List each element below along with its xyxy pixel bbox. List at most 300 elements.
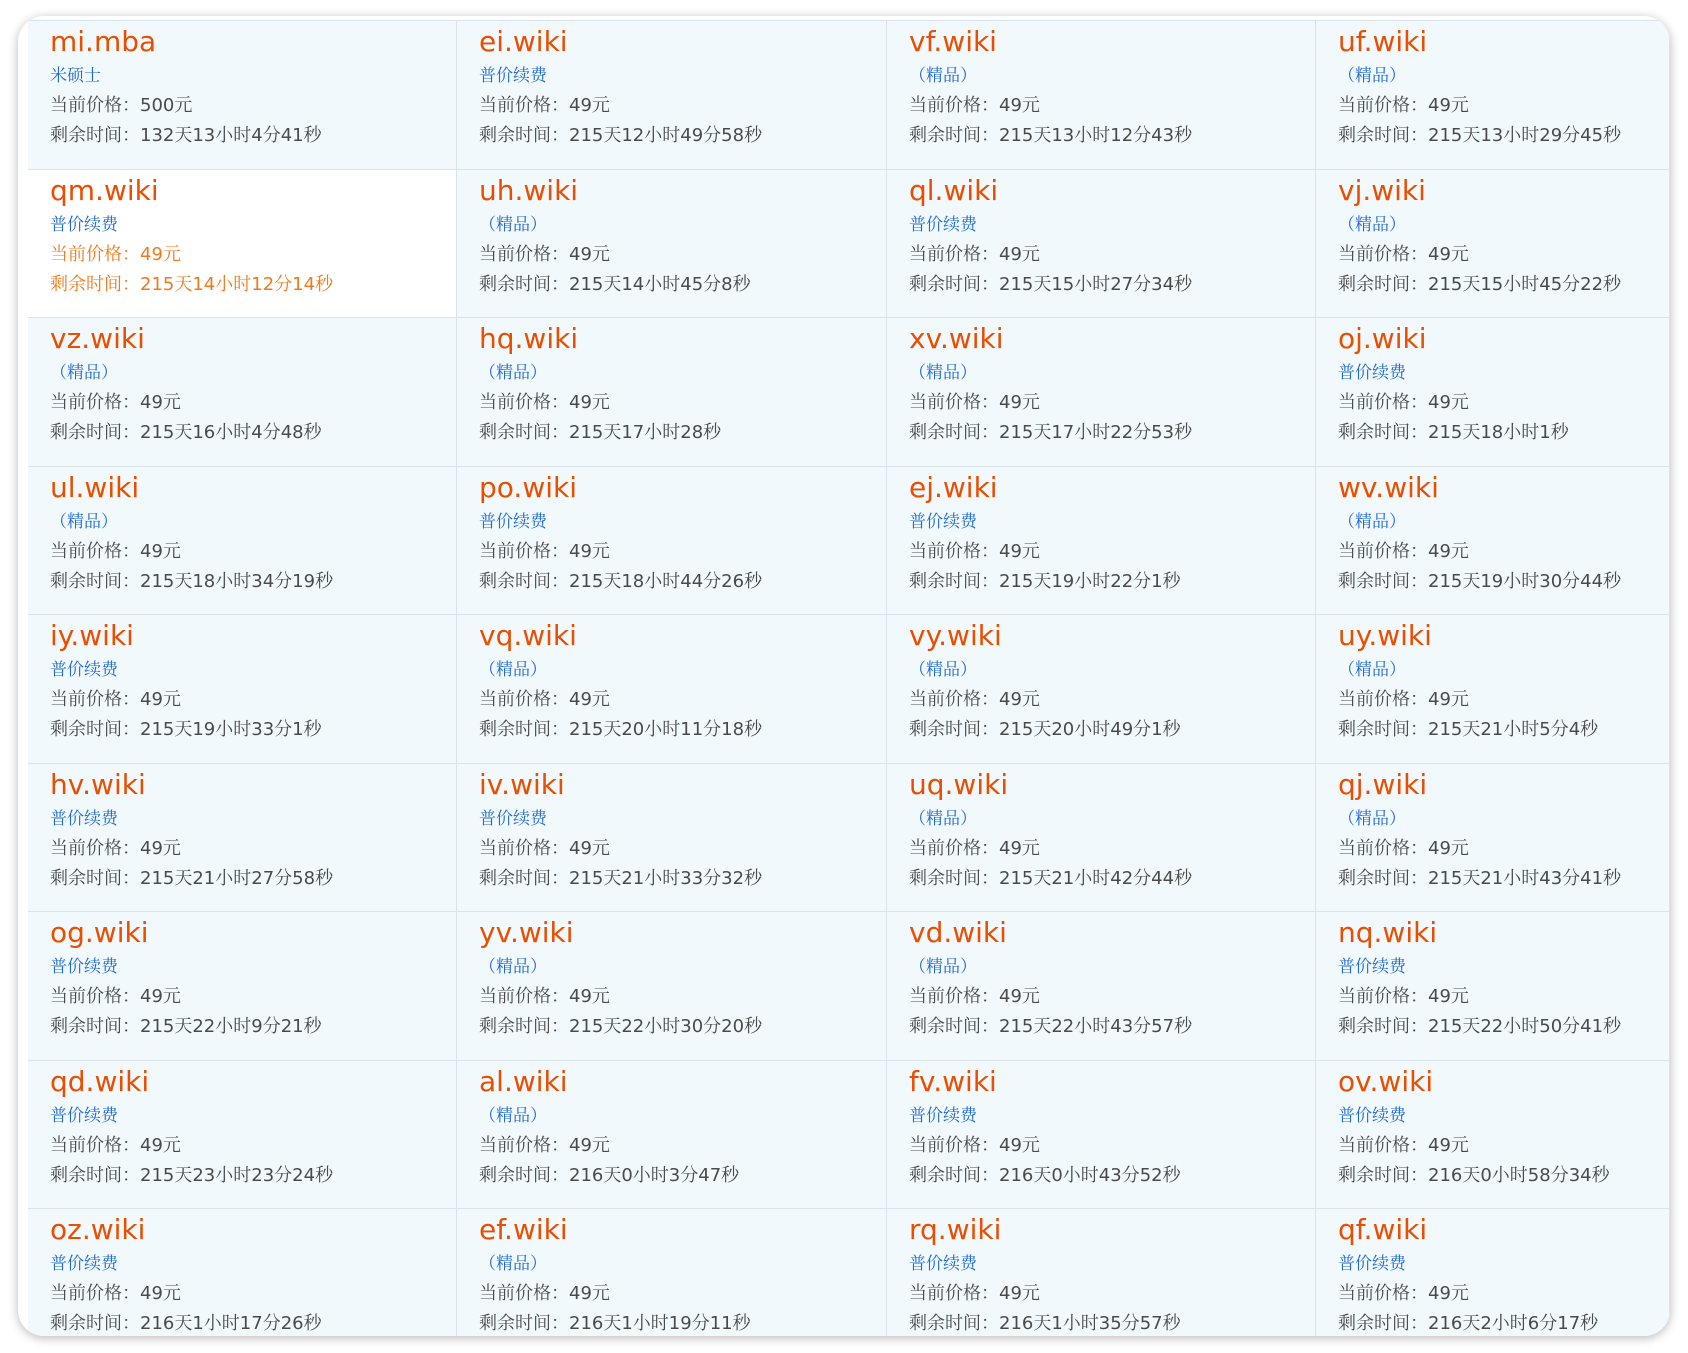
remaining-time xyxy=(909,715,1315,745)
current-price xyxy=(50,685,456,715)
current-price xyxy=(50,834,456,864)
price-value: 49元 xyxy=(569,392,610,413)
domain-name-link[interactable]: nq.wiki xyxy=(1338,916,1438,949)
domain-name-link[interactable]: oj.wiki xyxy=(1338,322,1427,355)
listing-tag: （精品） xyxy=(1338,214,1406,235)
price-label: 当前价格： xyxy=(50,986,140,1007)
time-value: 215天22小时50分41秒 xyxy=(1428,1016,1622,1037)
domain-name-link[interactable]: iv.wiki xyxy=(479,767,565,801)
remaining-time xyxy=(1338,270,1669,300)
time-value: 215天15小时27分34秒 xyxy=(999,273,1193,295)
domain-listing-card[interactable] xyxy=(28,764,457,913)
time-label: 剩余时间： xyxy=(1338,570,1428,592)
listing-tag: （精品） xyxy=(479,1105,547,1126)
listing-tag: （精品） xyxy=(1338,660,1406,680)
domain-listing-card[interactable] xyxy=(887,318,1316,467)
remaining-time xyxy=(50,270,456,300)
price-label: 当前价格： xyxy=(50,1283,140,1304)
time-value: 215天17小时22分53秒 xyxy=(999,422,1193,443)
remaining-time xyxy=(909,418,1315,448)
price-value: 49元 xyxy=(140,392,181,413)
domain-listing-card[interactable] xyxy=(887,764,1316,913)
time-label: 剩余时间： xyxy=(909,719,999,740)
price-label: 当前价格： xyxy=(909,95,999,116)
domain-listing-card[interactable] xyxy=(887,615,1316,764)
domain-name-link[interactable]: uf.wiki xyxy=(1338,25,1428,58)
time-value: 215天21小时33分32秒 xyxy=(569,867,763,889)
time-label: 剩余时间： xyxy=(909,570,999,592)
price-value: 49元 xyxy=(140,1134,181,1156)
time-value: 216天1小时17分26秒 xyxy=(140,1313,322,1334)
time-label: 剩余时间： xyxy=(909,125,999,146)
domain-name-link[interactable]: qm.wiki xyxy=(50,173,159,207)
time-value: 215天21小时5分4秒 xyxy=(1428,719,1599,740)
time-value: 215天18小时44分26秒 xyxy=(569,570,763,592)
current-price xyxy=(479,240,886,270)
price-value: 49元 xyxy=(999,986,1040,1007)
price-label: 当前价格： xyxy=(50,392,140,413)
time-value: 215天19小时22分1秒 xyxy=(999,570,1181,592)
time-label: 剩余时间： xyxy=(50,570,140,592)
listing-tag: 普价续费 xyxy=(50,808,118,829)
time-label: 剩余时间： xyxy=(479,719,569,740)
domain-name-link[interactable]: iy.wiki xyxy=(50,619,134,652)
price-value: 49元 xyxy=(569,986,610,1007)
remaining-time xyxy=(1338,715,1669,745)
remaining-time xyxy=(479,1161,886,1191)
time-label: 剩余时间： xyxy=(50,719,140,740)
domain-name-link[interactable]: rq.wiki xyxy=(909,1213,1002,1246)
time-label: 剩余时间： xyxy=(479,1164,569,1186)
remaining-time xyxy=(479,121,886,151)
domain-name-link[interactable]: oz.wiki xyxy=(50,1213,146,1246)
time-label: 剩余时间： xyxy=(479,422,569,443)
listing-tag: 米硕士 xyxy=(50,66,101,86)
price-label: 当前价格： xyxy=(909,986,999,1007)
domain-listing-card[interactable] xyxy=(1316,764,1670,913)
time-value: 215天13小时29分45秒 xyxy=(1428,125,1622,146)
current-price xyxy=(1338,982,1669,1012)
domain-listing-card[interactable] xyxy=(28,21,457,170)
price-value: 49元 xyxy=(140,986,181,1007)
price-label: 当前价格： xyxy=(1338,1134,1428,1156)
time-label: 剩余时间： xyxy=(1338,1313,1428,1334)
domain-name-link[interactable]: vj.wiki xyxy=(1338,173,1426,207)
remaining-time xyxy=(479,270,886,300)
current-price xyxy=(50,1279,456,1309)
domain-listing-card[interactable] xyxy=(887,1061,1316,1210)
domain-listing-card[interactable] xyxy=(887,170,1316,319)
listing-tag: （精品） xyxy=(479,660,547,680)
time-label: 剩余时间： xyxy=(479,867,569,889)
price-label: 当前价格： xyxy=(50,95,140,116)
time-value: 215天19小时33分1秒 xyxy=(140,719,322,740)
remaining-time xyxy=(1338,1012,1669,1042)
current-price xyxy=(50,240,456,270)
domain-name-link[interactable]: vz.wiki xyxy=(50,322,145,355)
price-value: 49元 xyxy=(999,392,1040,413)
price-label: 当前价格： xyxy=(909,837,999,859)
current-price xyxy=(1338,834,1669,864)
remaining-time xyxy=(909,270,1315,300)
domain-name-link[interactable]: yv.wiki xyxy=(479,916,574,949)
time-value: 215天14小时12分14秒 xyxy=(140,273,334,295)
domain-listing-card[interactable] xyxy=(887,21,1316,170)
time-label: 剩余时间： xyxy=(479,125,569,146)
domain-name-link[interactable]: ei.wiki xyxy=(479,25,568,58)
price-label: 当前价格： xyxy=(50,243,140,265)
domain-name-link[interactable]: uq.wiki xyxy=(909,767,1009,801)
price-label: 当前价格： xyxy=(909,540,999,562)
domain-listing-card[interactable] xyxy=(28,912,457,1061)
price-label: 当前价格： xyxy=(479,95,569,116)
domain-listing-card[interactable] xyxy=(1316,912,1670,1061)
current-price xyxy=(479,388,886,418)
price-label: 当前价格： xyxy=(479,1134,569,1156)
price-value: 49元 xyxy=(140,689,181,710)
time-value: 215天22小时9分21秒 xyxy=(140,1016,322,1037)
time-value: 215天21小时27分58秒 xyxy=(140,867,334,889)
price-value: 49元 xyxy=(999,95,1040,116)
price-label: 当前价格： xyxy=(50,689,140,710)
price-value: 49元 xyxy=(1428,689,1469,710)
domain-listing-card[interactable] xyxy=(887,1209,1316,1336)
price-value: 49元 xyxy=(140,243,181,265)
time-value: 215天16小时4分48秒 xyxy=(140,422,322,443)
time-label: 剩余时间： xyxy=(50,125,140,146)
remaining-time xyxy=(1338,418,1669,448)
price-value: 49元 xyxy=(1428,392,1469,413)
time-value: 215天21小时43分41秒 xyxy=(1428,867,1622,889)
time-value: 132天13小时4分41秒 xyxy=(140,125,322,146)
listing-tag: （精品） xyxy=(479,214,547,235)
price-value: 49元 xyxy=(569,837,610,859)
remaining-time xyxy=(50,715,456,745)
time-value: 215天20小时11分18秒 xyxy=(569,719,763,740)
remaining-time xyxy=(479,1012,886,1042)
price-label: 当前价格： xyxy=(479,1283,569,1304)
price-value: 49元 xyxy=(569,1134,610,1156)
remaining-time xyxy=(50,418,456,448)
listing-tag: 普价续费 xyxy=(50,957,118,977)
domain-listing-card[interactable] xyxy=(28,318,457,467)
remaining-time xyxy=(50,121,456,151)
domain-listing-card[interactable] xyxy=(457,912,887,1061)
current-price xyxy=(909,240,1315,270)
time-label: 剩余时间： xyxy=(479,1016,569,1037)
price-value: 49元 xyxy=(140,837,181,859)
price-value: 49元 xyxy=(999,689,1040,710)
price-value: 49元 xyxy=(999,243,1040,265)
domain-name-link[interactable]: og.wiki xyxy=(50,916,149,949)
time-value: 215天23小时23分24秒 xyxy=(140,1164,334,1186)
domain-name-link[interactable]: qd.wiki xyxy=(50,1064,150,1098)
domain-listing-card[interactable] xyxy=(1316,1061,1670,1210)
domain-name-link[interactable]: vy.wiki xyxy=(909,619,1002,652)
remaining-time xyxy=(479,418,886,448)
domain-name-link[interactable]: qj.wiki xyxy=(1338,767,1428,801)
time-label: 剩余时间： xyxy=(50,273,140,295)
time-value: 215天14小时45分8秒 xyxy=(569,273,751,295)
remaining-time xyxy=(909,567,1315,597)
current-price xyxy=(50,1131,456,1161)
current-price xyxy=(50,537,456,567)
domain-listing-card[interactable] xyxy=(28,467,457,616)
domain-listing-card[interactable] xyxy=(28,1061,457,1210)
remaining-time xyxy=(50,1309,456,1336)
price-label: 当前价格： xyxy=(50,1134,140,1156)
time-label: 剩余时间： xyxy=(50,1313,140,1334)
domain-name-link[interactable]: uh.wiki xyxy=(479,173,579,207)
price-label: 当前价格： xyxy=(479,837,569,859)
time-value: 215天12小时49分58秒 xyxy=(569,125,763,146)
time-value: 216天0小时58分34秒 xyxy=(1428,1164,1610,1186)
price-value: 49元 xyxy=(999,837,1040,859)
listing-tag: （精品） xyxy=(50,363,118,383)
price-label: 当前价格： xyxy=(909,1134,999,1156)
current-price xyxy=(1338,91,1669,121)
current-price xyxy=(909,91,1315,121)
current-price xyxy=(1338,685,1669,715)
time-label: 剩余时间： xyxy=(479,570,569,592)
domain-name-link[interactable]: ej.wiki xyxy=(909,470,998,504)
price-label: 当前价格： xyxy=(1338,689,1428,710)
domain-name-link[interactable]: hq.wiki xyxy=(479,322,579,355)
time-label: 剩余时间： xyxy=(1338,867,1428,889)
domain-name-link[interactable]: wv.wiki xyxy=(1338,470,1439,504)
current-price xyxy=(1338,240,1669,270)
listing-tag: （精品） xyxy=(1338,66,1406,86)
price-value: 49元 xyxy=(569,243,610,265)
current-price xyxy=(479,1279,886,1309)
domain-listing-card[interactable] xyxy=(457,467,887,616)
listing-tag: 普价续费 xyxy=(479,511,547,532)
price-label: 当前价格： xyxy=(1338,95,1428,116)
listing-tag: 普价续费 xyxy=(909,214,977,235)
listing-tag: 普价续费 xyxy=(909,511,977,532)
domain-name-link[interactable]: hv.wiki xyxy=(50,767,146,801)
listing-tag: （精品） xyxy=(909,957,977,977)
time-value: 215天20小时49分1秒 xyxy=(999,719,1181,740)
listing-tag: 普价续费 xyxy=(50,660,118,680)
remaining-time xyxy=(909,1309,1315,1336)
listing-tag: 普价续费 xyxy=(909,1105,977,1126)
listing-tag: 普价续费 xyxy=(1338,363,1406,383)
price-label: 当前价格： xyxy=(1338,986,1428,1007)
price-label: 当前价格： xyxy=(1338,837,1428,859)
time-label: 剩余时间： xyxy=(1338,1164,1428,1186)
domain-listing-card[interactable] xyxy=(457,1209,887,1336)
remaining-time xyxy=(50,567,456,597)
price-label: 当前价格： xyxy=(50,837,140,859)
time-value: 216天0小时43分52秒 xyxy=(999,1164,1181,1186)
listing-tag: 普价续费 xyxy=(1338,1254,1406,1274)
listing-tag: （精品） xyxy=(1338,511,1406,532)
price-label: 当前价格： xyxy=(909,392,999,413)
listing-tag: （精品） xyxy=(479,363,547,383)
domain-name-link[interactable]: xv.wiki xyxy=(909,322,1004,355)
listing-tag: 普价续费 xyxy=(50,1105,118,1126)
time-label: 剩余时间： xyxy=(50,422,140,443)
time-value: 215天22小时30分20秒 xyxy=(569,1016,763,1037)
domain-name-link[interactable]: uy.wiki xyxy=(1338,619,1432,652)
listing-tag: （精品） xyxy=(1338,808,1406,829)
current-price xyxy=(1338,1131,1669,1161)
price-label: 当前价格： xyxy=(909,243,999,265)
domain-listing-card[interactable] xyxy=(1316,467,1670,616)
domain-listing-card[interactable] xyxy=(1316,21,1670,170)
current-price xyxy=(909,537,1315,567)
time-label: 剩余时间： xyxy=(1338,125,1428,146)
time-value: 215天22小时43分57秒 xyxy=(999,1016,1193,1037)
listing-tag: 普价续费 xyxy=(1338,957,1406,977)
price-label: 当前价格： xyxy=(1338,1283,1428,1304)
price-label: 当前价格： xyxy=(909,1283,999,1304)
remaining-time xyxy=(50,1012,456,1042)
time-label: 剩余时间： xyxy=(909,867,999,889)
price-value: 49元 xyxy=(140,540,181,562)
domain-name-link[interactable]: al.wiki xyxy=(479,1064,568,1098)
listing-tag: （精品） xyxy=(909,808,977,829)
price-label: 当前价格： xyxy=(50,540,140,562)
domain-name-link[interactable]: ov.wiki xyxy=(1338,1064,1434,1098)
time-value: 216天1小时19分11秒 xyxy=(569,1313,751,1334)
current-price xyxy=(479,91,886,121)
time-value: 215天21小时42分44秒 xyxy=(999,867,1193,889)
current-price xyxy=(1338,1279,1669,1309)
listing-tag: （精品） xyxy=(909,363,977,383)
current-price xyxy=(479,537,886,567)
domain-name-link[interactable]: vq.wiki xyxy=(479,619,577,652)
remaining-time xyxy=(909,1161,1315,1191)
domain-name-link[interactable]: mi.mba xyxy=(50,25,157,58)
remaining-time xyxy=(479,1309,886,1336)
time-label: 剩余时间： xyxy=(909,1164,999,1186)
current-price xyxy=(50,388,456,418)
price-label: 当前价格： xyxy=(479,392,569,413)
time-label: 剩余时间： xyxy=(1338,1016,1428,1037)
domain-listing-card[interactable] xyxy=(887,912,1316,1061)
remaining-time xyxy=(1338,567,1669,597)
domain-listing-card[interactable] xyxy=(457,1061,887,1210)
price-value: 49元 xyxy=(1428,837,1469,859)
price-label: 当前价格： xyxy=(909,689,999,710)
domain-name-link[interactable]: po.wiki xyxy=(479,470,577,504)
price-value: 49元 xyxy=(999,1134,1040,1156)
current-price xyxy=(1338,388,1669,418)
price-label: 当前价格： xyxy=(479,689,569,710)
domain-listing-card[interactable] xyxy=(1316,1209,1670,1336)
domain-listing-card[interactable] xyxy=(887,467,1316,616)
listing-tag: （精品） xyxy=(50,511,118,532)
listing-tag: 普价续费 xyxy=(909,1254,977,1274)
listing-tag: （精品） xyxy=(909,66,977,86)
current-price xyxy=(909,388,1315,418)
remaining-time xyxy=(479,567,886,597)
current-price xyxy=(50,91,456,121)
domain-name-link[interactable]: vf.wiki xyxy=(909,25,997,58)
time-value: 216天2小时6分17秒 xyxy=(1428,1313,1599,1334)
listing-tag: 普价续费 xyxy=(479,808,547,829)
listing-tag: 普价续费 xyxy=(1338,1105,1406,1126)
remaining-time xyxy=(909,121,1315,151)
time-label: 剩余时间： xyxy=(909,1016,999,1037)
time-label: 剩余时间： xyxy=(1338,719,1428,740)
time-value: 215天15小时45分22秒 xyxy=(1428,273,1622,295)
domain-listing-card[interactable] xyxy=(457,615,887,764)
domain-listing-card[interactable] xyxy=(1316,615,1670,764)
domain-listing-grid xyxy=(28,20,1670,1336)
remaining-time xyxy=(909,1012,1315,1042)
time-label: 剩余时间： xyxy=(1338,422,1428,443)
domain-name-link[interactable]: ql.wiki xyxy=(909,173,999,207)
time-label: 剩余时间： xyxy=(479,273,569,295)
time-label: 剩余时间： xyxy=(909,273,999,295)
domain-name-link[interactable]: ef.wiki xyxy=(479,1213,568,1246)
remaining-time xyxy=(50,1161,456,1191)
price-label: 当前价格： xyxy=(479,540,569,562)
price-value: 49元 xyxy=(999,540,1040,562)
current-price xyxy=(909,685,1315,715)
current-price xyxy=(909,1131,1315,1161)
listing-tag: （精品） xyxy=(909,660,977,680)
price-value: 49元 xyxy=(1428,986,1469,1007)
current-price xyxy=(909,982,1315,1012)
domain-listing-card[interactable] xyxy=(457,170,887,319)
price-label: 当前价格： xyxy=(1338,392,1428,413)
domain-name-link[interactable]: ul.wiki xyxy=(50,470,140,504)
remaining-time xyxy=(50,864,456,894)
current-price xyxy=(909,834,1315,864)
current-price xyxy=(1338,537,1669,567)
domain-name-link[interactable]: vd.wiki xyxy=(909,916,1007,949)
domain-listing-card[interactable] xyxy=(457,21,887,170)
domain-name-link[interactable]: fv.wiki xyxy=(909,1064,997,1098)
time-value: 215天13小时12分43秒 xyxy=(999,125,1193,146)
domain-listing-card[interactable] xyxy=(457,764,887,913)
remaining-time xyxy=(479,864,886,894)
remaining-time xyxy=(1338,121,1669,151)
remaining-time xyxy=(1338,1161,1669,1191)
remaining-time xyxy=(479,715,886,745)
domain-name-link[interactable]: qf.wiki xyxy=(1338,1213,1428,1246)
time-label: 剩余时间： xyxy=(50,1016,140,1037)
price-value: 500元 xyxy=(140,95,193,116)
time-label: 剩余时间： xyxy=(479,1313,569,1334)
domain-listing-card[interactable] xyxy=(1316,170,1670,319)
remaining-time xyxy=(909,864,1315,894)
price-value: 49元 xyxy=(1428,95,1469,116)
price-value: 49元 xyxy=(999,1283,1040,1304)
time-value: 215天17小时28秒 xyxy=(569,422,722,443)
current-price xyxy=(479,982,886,1012)
remaining-time xyxy=(1338,1309,1669,1336)
domain-listing-card[interactable] xyxy=(28,615,457,764)
listing-tag: 普价续费 xyxy=(50,1254,118,1274)
listing-tag: 普价续费 xyxy=(50,214,118,235)
current-price xyxy=(909,1279,1315,1309)
price-label: 当前价格： xyxy=(1338,243,1428,265)
price-value: 49元 xyxy=(1428,1283,1469,1304)
domain-listing-card[interactable] xyxy=(457,318,887,467)
listing-tag: （精品） xyxy=(479,1254,547,1274)
domain-listing-card[interactable] xyxy=(1316,318,1670,467)
domain-listing-card[interactable] xyxy=(28,170,457,319)
domain-auction-panel xyxy=(18,16,1670,1336)
time-value: 215天18小时1秒 xyxy=(1428,422,1569,443)
time-label: 剩余时间： xyxy=(909,422,999,443)
domain-listing-card[interactable] xyxy=(28,1209,457,1336)
